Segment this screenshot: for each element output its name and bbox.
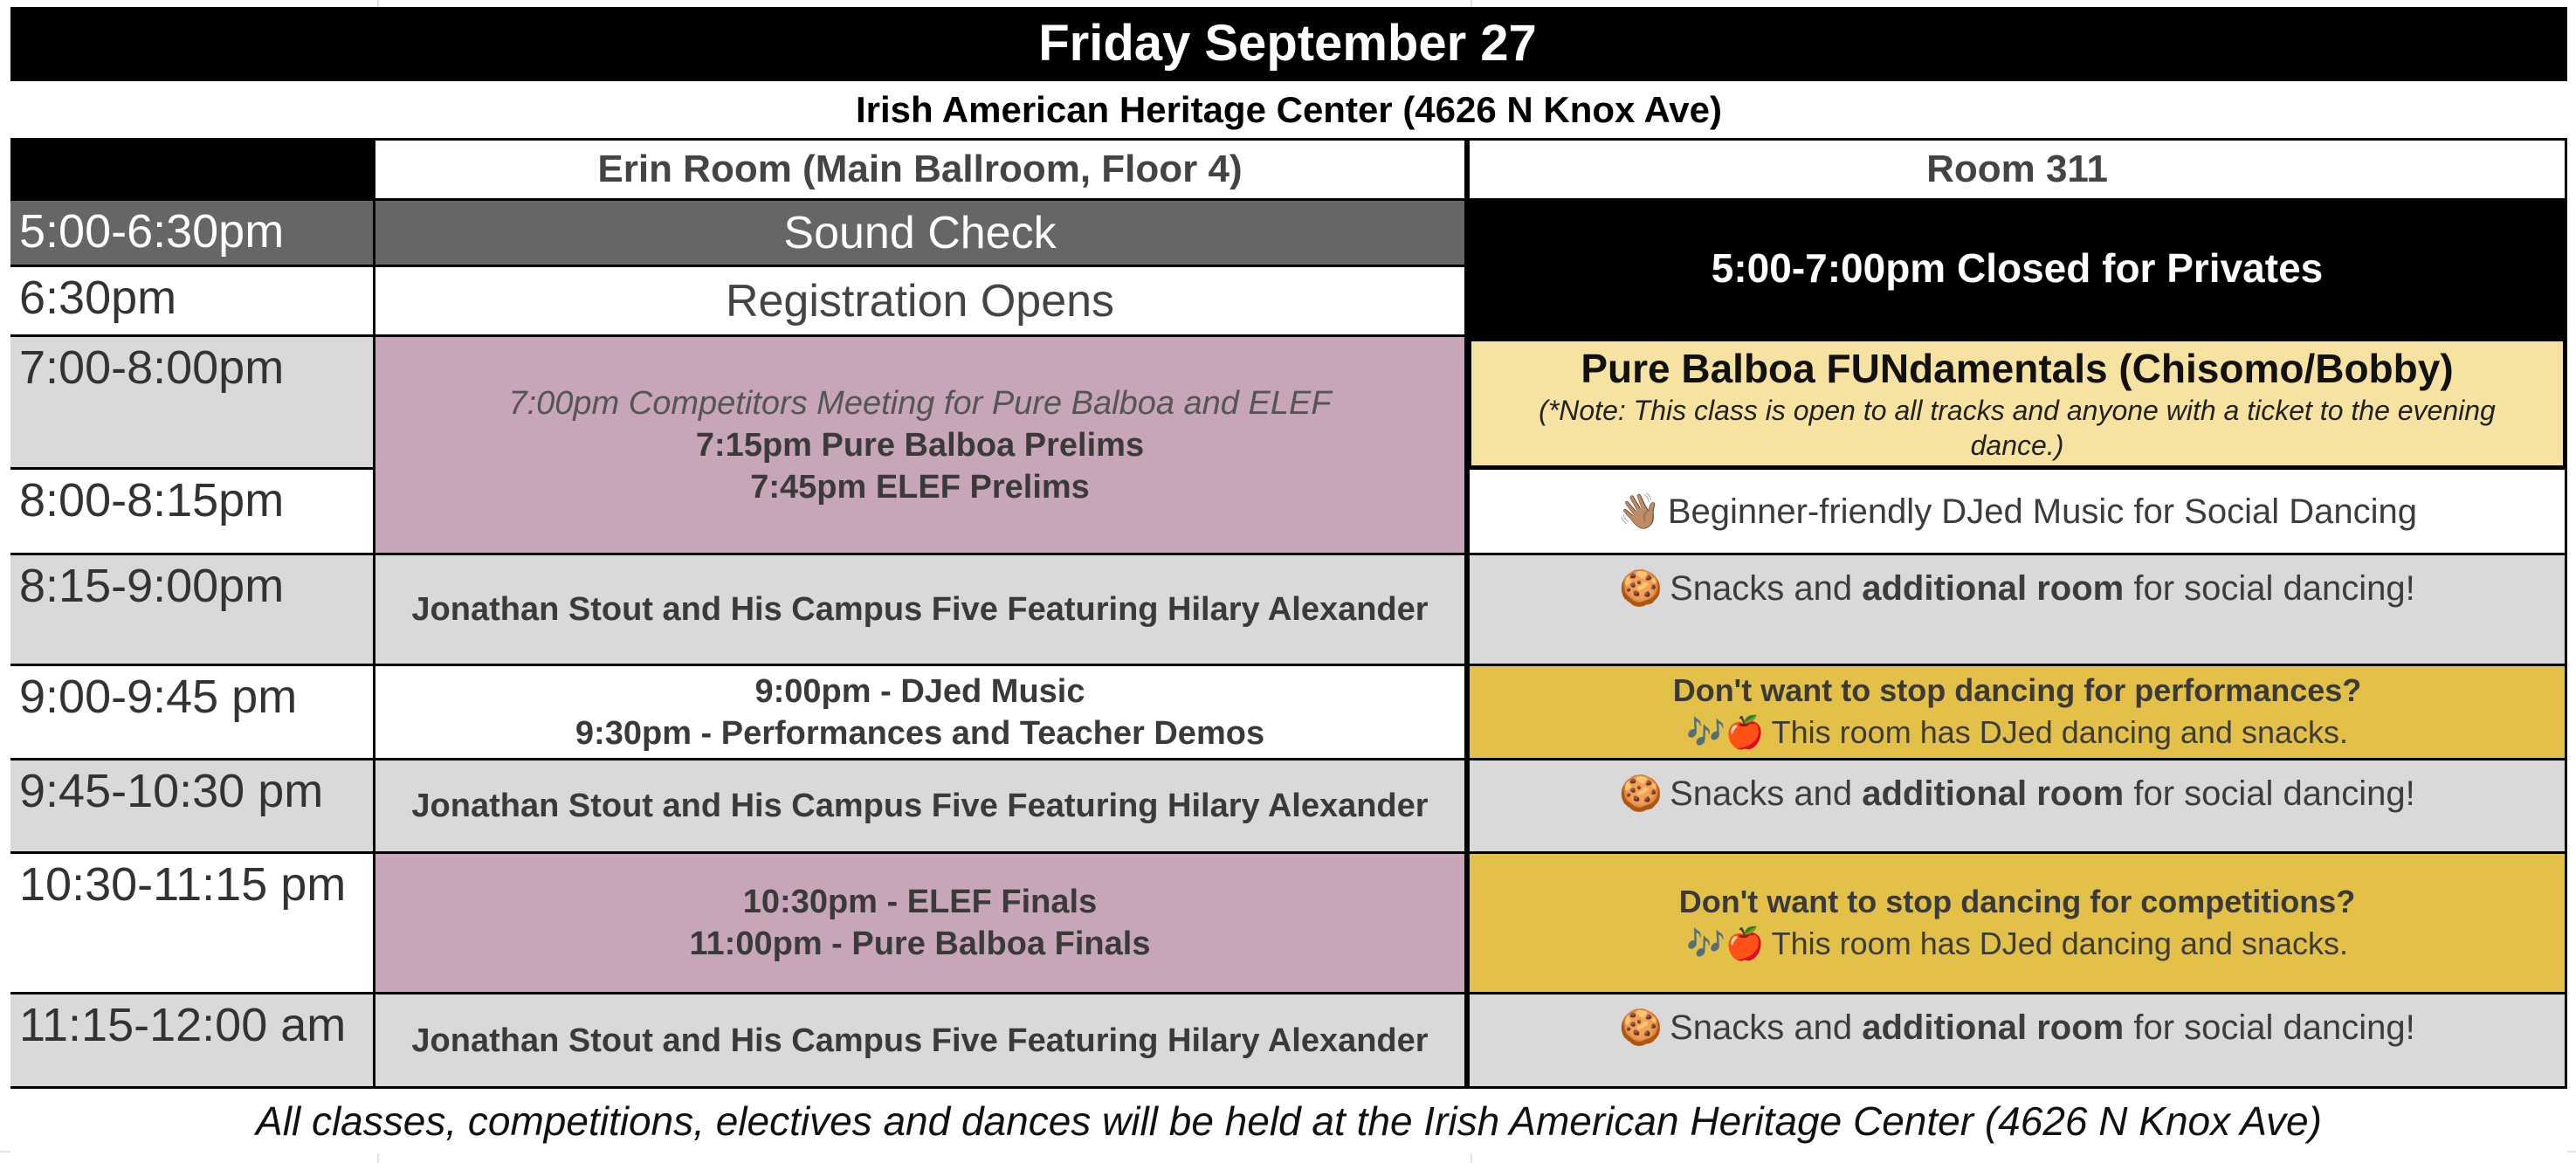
performances-text: 9:30pm - Performances and Teacher Demos <box>575 714 1265 752</box>
snacks-event <box>1467 994 2567 1089</box>
elef-prelims-text: 7:45pm ELEF Prelims <box>750 468 1090 506</box>
djed-performances-event <box>375 666 1467 760</box>
finals-event <box>375 854 1467 994</box>
time-slot: 5:00-6:30pm <box>10 201 375 267</box>
elef-finals-text: 10:30pm - ELEF Finals <box>742 884 1098 920</box>
band-event: Jonathan Stout and His Campus Five Featuring Hilary Alexander <box>375 994 1467 1089</box>
time-slot: 6:30pm <box>10 267 375 337</box>
time-slot: 8:15-9:00pm <box>10 555 375 666</box>
snacks-bold-text: additional room <box>1862 774 2125 813</box>
music-apple-icon: 🎶🍎 <box>1686 715 1765 751</box>
beginner-djed-event <box>1467 470 2567 555</box>
competitions-question: Don't want to stop dancing for competitions? <box>1678 883 2356 919</box>
class-title: Pure Balboa FUNdamentals (Chisomo/Bobby) <box>1581 346 2454 391</box>
band-event: Jonathan Stout and His Campus Five Featuring Hilary Alexander <box>375 555 1467 666</box>
snacks-text-end: for social dancing! <box>2124 774 2415 813</box>
djed-snacks-text: This room has DJed dancing and snacks. <box>1771 714 2348 750</box>
closed-for-privates: 5:00-7:00pm Closed for Privates <box>1467 201 2567 337</box>
class-note: (*Note: This class is open to all tracks and anyone with a ticket to the evening dance.) <box>1539 395 2496 461</box>
waving-hand-icon: 👋🏽 <box>1617 491 1661 532</box>
cookie-icon: 🍪 <box>1619 774 1663 814</box>
registration-event: Registration Opens <box>375 267 1467 337</box>
time-slot: 8:00-8:15pm <box>10 470 375 555</box>
time-column-header <box>10 141 375 201</box>
pure-balboa-class <box>1467 337 2567 470</box>
time-slot: 10:30-11:15 pm <box>10 854 375 994</box>
performances-alternative-event <box>1467 666 2567 760</box>
snacks-text-end: for social dancing! <box>2124 569 2415 608</box>
pure-balboa-finals-text: 11:00pm - Pure Balboa Finals <box>689 926 1151 962</box>
snacks-bold-text: additional room <box>1862 1008 2125 1047</box>
venue-heading: Irish American Heritage Center (4626 N Knox Ave) <box>10 81 2567 141</box>
competitions-alternative-event <box>1467 854 2567 994</box>
snacks-text: Snacks and <box>1670 569 1863 608</box>
snacks-event <box>1467 555 2567 666</box>
time-slot: 11:15-12:00 am <box>10 994 375 1089</box>
time-slot: 9:45-10:30 pm <box>10 760 375 854</box>
djed-music-text: 9:00pm - DJed Music <box>754 672 1085 710</box>
footer-note: All classes, competitions, electives and dances will be held at the Irish American Heritage Center (4626 N Knox Ave) <box>10 1089 2567 1153</box>
performances-question: Don't want to stop dancing for performances? <box>1672 672 2362 708</box>
competitors-meeting-text: 7:00pm Competitors Meeting for Pure Balboa and ELEF <box>508 384 1332 422</box>
music-apple-icon: 🎶🍎 <box>1686 926 1765 962</box>
time-slot: 9:00-9:45 pm <box>10 666 375 760</box>
beginner-text: Beginner-friendly DJed Music for Social Dancing <box>1667 492 2417 531</box>
cookie-icon: 🍪 <box>1619 568 1663 609</box>
snacks-bold-text: additional room <box>1862 569 2125 608</box>
band-event: Jonathan Stout and His Campus Five Featuring Hilary Alexander <box>375 760 1467 854</box>
snacks-event <box>1467 760 2567 854</box>
room-311-header: Room 311 <box>1467 141 2567 201</box>
snacks-text: Snacks and <box>1670 774 1863 813</box>
page-title: Friday September 27 <box>10 7 2567 81</box>
time-slot: 7:00-8:00pm <box>10 337 375 470</box>
sound-check-event: Sound Check <box>375 201 1467 267</box>
cookie-icon: 🍪 <box>1619 1008 1663 1048</box>
schedule-table <box>10 7 2567 1153</box>
prelims-event <box>375 337 1467 555</box>
djed-snacks-text: This room has DJed dancing and snacks. <box>1771 925 2348 961</box>
snacks-text-end: for social dancing! <box>2124 1008 2415 1047</box>
pure-balboa-prelims-text: 7:15pm Pure Balboa Prelims <box>695 426 1145 464</box>
snacks-text: Snacks and <box>1670 1008 1863 1047</box>
erin-room-header: Erin Room (Main Ballroom, Floor 4) <box>375 141 1467 201</box>
